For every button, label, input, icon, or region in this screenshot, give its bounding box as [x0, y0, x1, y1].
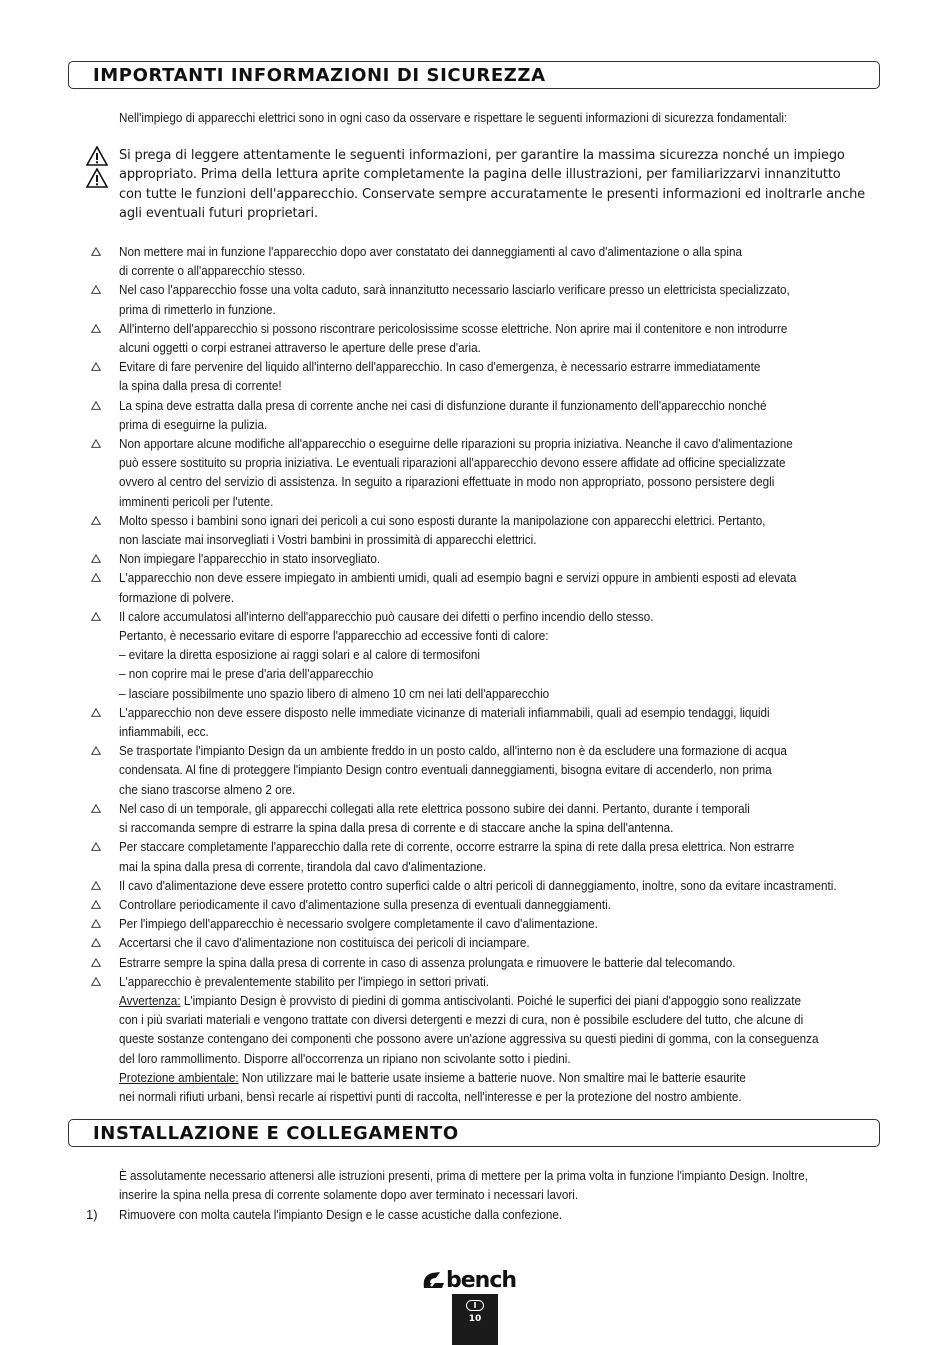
list-item-line: Non apportare alcune modifiche all'apparecchio o eseguirne delle riparazioni su propria iniziativa. Neanche il cavo d'alimentazione [119, 436, 793, 452]
triangle-bullet-icon [91, 881, 101, 890]
list-item-line: imminenti pericoli per l'utente. [119, 493, 274, 509]
list-item-line: Controllare periodicamente il cavo d'alimentazione sulla presenza di eventuali danneggiamenti. [119, 896, 611, 912]
list-item-line: non lasciate mai insorvegliati i Vostri bambini in prossimità di apparecchi elettrici. [119, 532, 537, 548]
install-intro [119, 1166, 919, 1204]
list-item-line: mai la spina dalla presa di corrente, tirandola dal cavo d'alimentazione. [119, 858, 487, 874]
list-item-line: All'interno dell'apparecchio si possono riscontrare pericolosissime scosse elettriche. Non aprire mai il contenitore e non introdurre [119, 320, 788, 336]
safety-intro: Nell'impiego di apparecchi elettrici sono in ogni caso da osservare e rispettare le seguenti informazioni di sicurezza fondamentali: [119, 110, 788, 125]
brand-logo [420, 1266, 530, 1294]
triangle-bullet-icon [91, 439, 101, 448]
triangle-bullet-icon [91, 900, 101, 909]
list-item-line: condensata. Al fine di proteggere l'impianto Design contro eventuali danneggiamenti, bisogna evitare di accenderlo, non prima [119, 762, 772, 778]
list-item [86, 280, 916, 318]
page-number: 10 [468, 1314, 482, 1324]
environment-note [86, 1068, 916, 1106]
list-item [86, 607, 916, 703]
list-item-line: L'apparecchio non deve essere disposto nelle immediate vicinanze di materiali infiammabili, quali ad esempio tendaggi, liquidi [119, 704, 770, 720]
list-item [86, 741, 916, 799]
warning-text [119, 146, 879, 223]
list-item-line: – non coprire mai le prese d'aria dell'apparecchio [119, 666, 374, 682]
triangle-bullet-icon [91, 247, 101, 256]
list-item-line: che siano trascorse almeno 2 ore. [119, 781, 296, 797]
list-item-line: Per staccare completamente l'apparecchio dalla rete di corrente, occorre estrarre la spina di rete dalla presa elettrica. Non estrarre [119, 839, 795, 855]
triangle-bullet-icon [91, 401, 101, 410]
list-item [86, 953, 916, 972]
step-text: Rimuovere con molta cautela l'impianto Design e le casse acustiche dalla confezione. [119, 1207, 563, 1222]
list-item [86, 933, 916, 952]
list-item-line: Il calore accumulatosi all'interno dell'apparecchio può causare dei difetti o perfino incendio dello stesso. [119, 608, 654, 624]
step-number: 1) [86, 1207, 98, 1222]
list-item-line: La spina deve estratta dalla presa di corrente anche nei casi di disfunzione durante il funzionamento dell'apparecchio nonché [119, 397, 767, 413]
list-item-line: Non mettere mai in funzione l'apparecchio dopo aver constatato dei danneggiamenti al cavo d'alimentazione o alla spina [119, 244, 743, 259]
list-item [86, 703, 916, 741]
warning-line: con tutte le funzioni dell'apparecchio. Conservate sempre accuratamente le presenti informazioni ed inoltrarle anche [119, 186, 866, 202]
list-item [86, 568, 916, 606]
list-item-line: infiammabili, ecc. [119, 724, 209, 740]
triangle-bullet-icon [91, 919, 101, 928]
warning-line: agli eventuali futuri proprietari. [119, 205, 318, 221]
warning-triangle-icon [86, 168, 108, 188]
warning-line: appropriato. Prima della lettura aprite completamente la pagina delle illustrazioni, per familiarizzarvi innanzitutto [119, 167, 841, 183]
install-intro-line: È assolutamente necessario attenersi alle istruzioni presenti, prima di mettere per la prima volta in funzione l'impianto Design. Inoltre, [119, 1168, 808, 1183]
warning-triangle-icon [86, 146, 108, 166]
brand-logo-icon [420, 1266, 530, 1294]
page-number-box [452, 1294, 498, 1345]
list-item-line: Se trasportate l'impianto Design da un ambiente freddo in un posto caldo, all'interno non è da escludere una formazione di acqua [119, 743, 787, 759]
triangle-bullet-icon [91, 285, 101, 294]
list-item [86, 549, 916, 568]
list-item-line: Pertanto, è necessario evitare di esporre l'apparecchio ad eccessive fonti di calore: [119, 628, 549, 644]
triangle-bullet-icon [91, 977, 101, 986]
list-item-line: Il cavo d'alimentazione deve essere protetto contro superfici calde o altri pericoli di danneggiamento, inoltre, sono da evitare incastramenti. [119, 877, 837, 893]
list-item-line: L'apparecchio non deve essere impiegato in ambienti umidi, quali ad esempio bagni e servizi oppure in ambienti esposti ad elevata [119, 570, 797, 586]
notice-line: queste sostanze contengano dei componenti che possono avere un'azione aggressiva su questi piedini di gomma, con la conseguenza [119, 1031, 819, 1047]
list-item-line: Molto spesso i bambini sono ignari dei pericoli a cui sono esposti durante la manipolazione con apparecchi elettrici. Pertanto, [119, 512, 766, 528]
list-item-line: Estrarre sempre la spina dalla presa di corrente in caso di assenza prolungata e rimuovere le batterie dal telecomando. [119, 954, 736, 970]
notice-line: del loro rammollimento. Disporre all'occorrenza un ripiano non scivolante sotto i piedini. [119, 1050, 571, 1066]
list-item-line: la spina dalla presa di corrente! [119, 378, 282, 394]
triangle-bullet-icon [91, 804, 101, 813]
list-item-line: può essere sostituito su propria iniziativa. Le eventuali riparazioni all'apparecchio devono essere affidate ad officine specializzate [119, 455, 786, 471]
list-item [86, 972, 916, 991]
safety-section-header [68, 61, 880, 89]
list-item-line: Accertarsi che il cavo d'alimentazione non costituisca dei pericoli di inciampare. [119, 935, 530, 951]
list-item [86, 242, 916, 280]
list-item-line: Nel caso l'apparecchio fosse una volta caduto, sarà innanzitutto necessario lasciarlo verificare presso un elettricista specializzato, [119, 282, 790, 298]
triangle-bullet-icon [91, 516, 101, 525]
list-item [86, 876, 916, 895]
environment-note-line: nei normali rifiuti urbani, bensì recarle ai rispettivi punti di raccolta, nell'interesse e per la protezione del nostro ambiente. [119, 1088, 742, 1104]
triangle-bullet-icon [91, 573, 101, 582]
install-section-header [68, 1119, 880, 1147]
notice-label: Avvertenza: [119, 992, 181, 1008]
list-item-line: prima di eseguirne la pulizia. [119, 416, 268, 432]
triangle-bullet-icon [91, 708, 101, 717]
warning-line: Si prega di leggere attentamente le seguenti informazioni, per garantire la massima sicurezza nonché un impiego [119, 148, 845, 163]
triangle-bullet-icon [91, 554, 101, 563]
safety-section-title: IMPORTANTI INFORMAZIONI DI SICUREZZA [93, 65, 546, 86]
notice [86, 991, 916, 1068]
notice-text: L'impianto Design è provvisto di piedini di gomma antiscivolanti. Poiché le superfici dei piani d'appoggio sono realizzate [180, 992, 801, 1008]
triangle-bullet-icon [91, 324, 101, 333]
list-item-line: Evitare di fare pervenire del liquido all'interno dell'apparecchio. In caso d'emergenza, è necessario estrarre immediatamente [119, 359, 761, 375]
list-item [86, 799, 916, 837]
list-item-line: – evitare la diretta esposizione ai raggi solari e al calore di termosifoni [119, 647, 480, 663]
environment-note-label: Protezione ambientale: [119, 1069, 239, 1085]
list-item [86, 357, 916, 395]
list-item [86, 837, 916, 875]
list-item [86, 319, 916, 357]
list-item-line: Non impiegare l'apparecchio in stato insorvegliato. [119, 551, 381, 567]
svg-text:bench: bench [446, 1268, 517, 1293]
triangle-bullet-icon [91, 612, 101, 621]
list-item [86, 511, 916, 549]
list-item-line: si raccomanda sempre di estrarre la spina dalla presa di corrente e di staccare anche la spina dell'antenna. [119, 820, 674, 836]
triangle-bullet-icon [91, 958, 101, 967]
environment-note-text: Non utilizzare mai le batterie usate insieme a batterie nuove. Non smaltire mai le batterie esaurite [238, 1069, 746, 1085]
list-item [86, 914, 916, 933]
notice-line: con i più svariati materiali e vengono trattate con diversi detergenti e mezzi di cura, non è possibile escludere del tutto, che alcune di [119, 1012, 804, 1028]
list-item-line: formazione di polvere. [119, 589, 235, 605]
language-badge: I [466, 1300, 484, 1311]
list-item-line: prima di rimetterlo in funzione. [119, 301, 276, 317]
install-section-title: INSTALLAZIONE E COLLEGAMENTO [93, 1123, 459, 1144]
triangle-bullet-icon [91, 938, 101, 947]
safety-list [86, 242, 916, 1106]
list-item [86, 434, 916, 511]
list-item-line: Per l'impiego dell'apparecchio è necessario svolgere completamente il cavo d'alimentazione. [119, 916, 598, 932]
list-item-line: di corrente o all'apparecchio stesso. [119, 263, 306, 279]
list-item-line: – lasciare possibilmente uno spazio libero di almeno 10 cm nei lati dell'apparecchio [119, 685, 550, 701]
list-item [86, 396, 916, 434]
list-item-line: L'apparecchio è prevalentemente stabilito per l'impiego in settori privati. [119, 973, 489, 989]
list-item [86, 895, 916, 914]
triangle-bullet-icon [91, 842, 101, 851]
list-item-line: Nel caso di un temporale, gli apparecchi collegati alla rete elettrica possono subire dei danni. Pertanto, durante i temporali [119, 800, 750, 816]
list-item-line: alcuni oggetti o corpi estranei attraverso le aperture delle prese d'aria. [119, 340, 481, 356]
triangle-bullet-icon [91, 746, 101, 755]
triangle-bullet-icon [91, 362, 101, 371]
list-item-line: ovvero al centro del servizio di assistenza. In seguito a riparazioni effettuate in modo non appropriato, possono persistere degli [119, 474, 775, 490]
install-intro-line: inserire la spina nella presa di corrente solamente dopo aver terminato i necessari lavori. [119, 1187, 579, 1203]
